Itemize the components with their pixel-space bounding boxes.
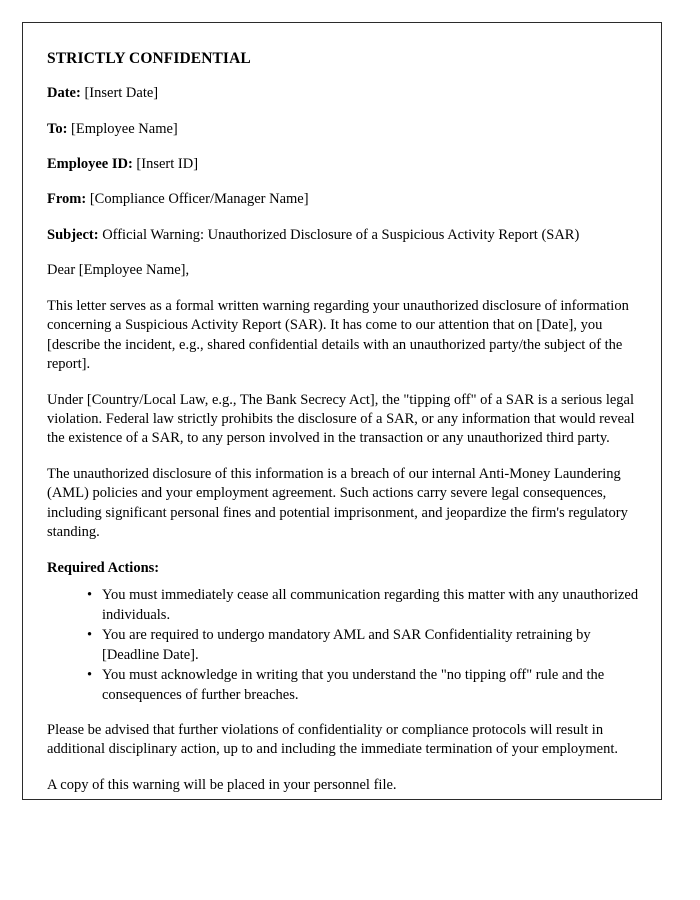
meta-label-to: To: (47, 120, 68, 137)
body-paragraph-1: This letter serves as a formal written warning regarding your unauthorized disclosure of information concerning a Suspicious Activity Report (SAR). It has come to our attention that on [Date], you [describe the incident, e.g., shared confidential details with an unauthorized party/the subject of the report]. (47, 297, 629, 373)
required-actions-list (47, 586, 639, 705)
meta-label-date: Date: (47, 85, 81, 102)
meta-label-from: From: (47, 191, 87, 208)
meta-value-date: [Insert Date] (84, 85, 159, 102)
meta-label-subject: Subject: (47, 226, 99, 243)
document-page (22, 22, 662, 800)
meta-field-from (47, 190, 639, 209)
meta-label-employee-id: Employee ID: (47, 156, 133, 173)
meta-value-from: [Compliance Officer/Manager Name] (89, 191, 309, 208)
meta-value-to: [Employee Name] (71, 120, 178, 137)
meta-value-employee-id: [Insert ID] (136, 156, 199, 173)
meta-field-subject (47, 226, 639, 245)
closing-paragraph: Please be advised that further violations of confidentiality or compliance protocols will result in additional disciplinary action, up to and including the immediate termination of your employment. (47, 721, 619, 758)
meta-value-subject: Official Warning: Unauthorized Disclosure of a Suspicious Activity Report (SAR) (102, 226, 580, 243)
salutation: Dear [Employee Name], (47, 262, 190, 279)
meta-field-date (47, 84, 639, 103)
body-paragraph-2: Under [Country/Local Law, e.g., The Bank Secrecy Act], the "tipping off" of a SAR is a serious legal violation. Federal law strictly prohibits the disclosure of a SAR, or any information that would reveal the existence of a SAR, to any person involved in the transaction or any unauthorized third party. (47, 391, 635, 447)
list-item: • You must acknowledge in writing that you understand the "no tipping off" rule and the consequences of further breaches. (87, 666, 639, 705)
list-item: • You are required to undergo mandatory AML and SAR Confidentiality retraining by [Deadline Date]. (87, 626, 639, 665)
meta-field-to (47, 120, 639, 139)
page-title: STRICTLY CONFIDENTIAL (47, 50, 251, 67)
document-body (23, 23, 662, 800)
clipped-paragraph: A copy of this warning will be placed in your personnel file. (47, 776, 397, 793)
meta-field-employee-id (47, 155, 639, 174)
list-item: • You must immediately cease all communication regarding this matter with any unauthorized individuals. (87, 586, 639, 625)
required-actions-heading: Required Actions: (47, 559, 160, 576)
body-paragraph-3: The unauthorized disclosure of this information is a breach of our internal Anti-Money Laundering (AML) policies and your employment agreement. Such actions carry severe legal consequences, including significant personal fines and potential imprisonment, and jeopardize the firm's regulatory standing. (47, 465, 628, 541)
